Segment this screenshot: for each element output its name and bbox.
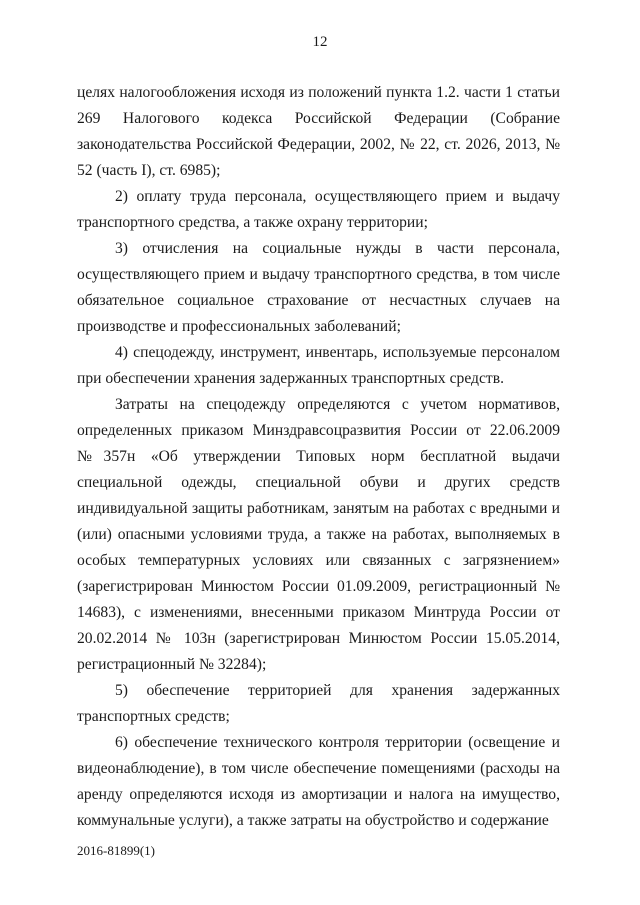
document-body (77, 80, 560, 834)
paragraph-item-4: 4) спецодежду, инструмент, инвентарь, используемые персоналом при обеспечении хранения задержанных транспортных средств. (77, 344, 560, 387)
document-code: 2016-81899(1) (77, 843, 155, 858)
paragraph-item-2: 2) оплату труда персонала, осуществляющего прием и выдачу транспортного средства, а также охрану территории; (77, 188, 560, 231)
paragraph-workwear-costs: Затраты на спецодежду определяются с учетом нормативов, определенных приказом Минздравсоцразвития России от 22.06.2009 №357н «Об утверждении Типовых норм бесплатной выдачи специальной одежды, специальной обуви и других средств индивидуальной защиты работникам, занятым на работах с вредными и (или) опасными условиями труда, а также на работах, выполняемых в особых температурных условиях или связанных с загрязнением» (зарегистрирован Минюстом России 01.09.2009, регистрационный № 14683), с изменениями, внесенными приказом Минтруда России от 20.02.2014 № 103н (зарегистрирован Минюстом России 15.05.2014, регистрационный № 32284); (77, 396, 560, 673)
paragraph-item-5: 5) обеспечение территорией для хранения задержанных транспортных средств; (77, 682, 560, 725)
paragraph-item-3: 3) отчисления на социальные нужды в части персонала, осуществляющего прием и выдачу транспортного средства, в том числе обязательное социальное страхование от несчастных случаев на производстве и профессиональных заболеваний; (77, 240, 560, 335)
page-number: 12 (312, 34, 328, 50)
paragraph-item-6: 6) обеспечение технического контроля территории (освещение и видеонаблюдение), в том числе обеспечение помещениями (расходы на аренду определяются исходя из амортизации и налога на имущество, коммунальные услуги), а также затраты на обустройство и содержание (77, 734, 560, 829)
paragraph-continuation: целях налогообложения исходя из положений пункта 1.2. части 1 статьи 269 Налогового кодекса Российской Федерации (Собрание законодательства Российской Федерации, 2002, № 22, ст. 2026, 2013, № 52 (часть I), ст. 6985); (77, 84, 560, 179)
